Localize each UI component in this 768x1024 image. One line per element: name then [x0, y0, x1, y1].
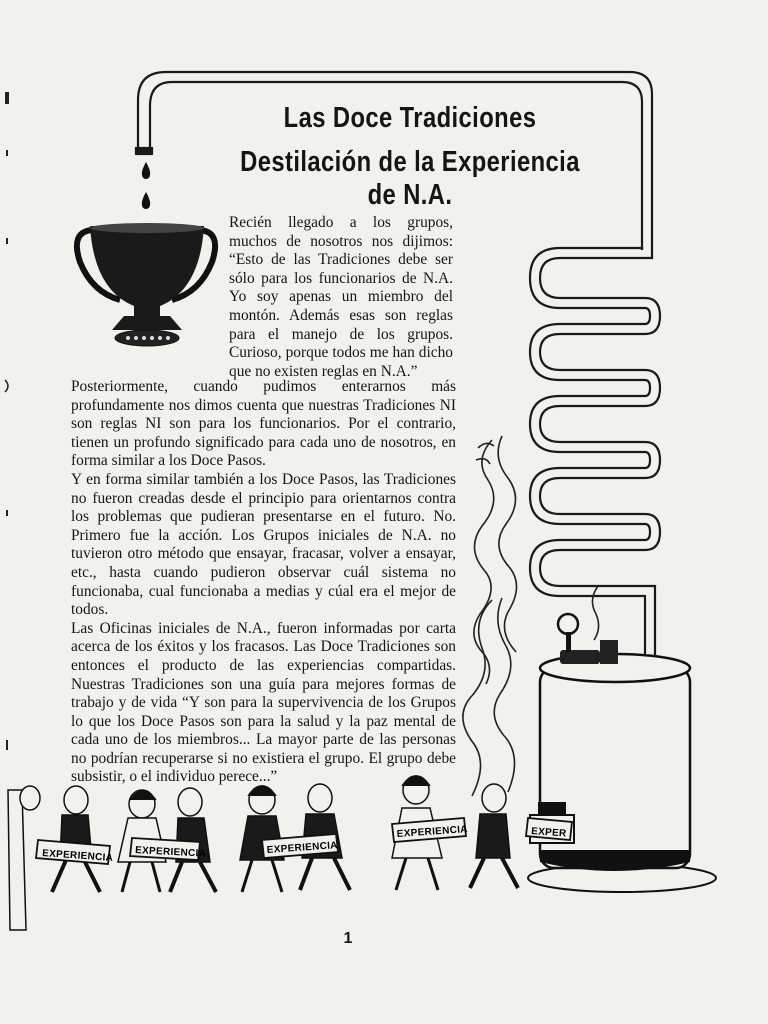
still-boiler [528, 614, 716, 892]
banner-5-label: EXPER [530, 826, 567, 840]
banner-5 [526, 818, 572, 840]
banner-2 [130, 838, 206, 860]
body-text-block [71, 378, 456, 787]
banner-1 [36, 840, 113, 864]
banner-3-label: EXPERIENCIA [266, 840, 339, 856]
banner-2-label: EXPERIENCIA [134, 845, 207, 860]
intro-paragraph: Recién llegado a los grupos, muchos de nosotros nos dijimos: “Esto de las Tradiciones debe ser sólo para los funcionarios de N.A. Yo soy apenas un miembro del montón. Además esas son reglas para el manejo de los grupos. Curioso, porque todos me han dicho que no existen reglas en N.A.” [229, 214, 453, 380]
scan-edge-marks [5, 92, 9, 750]
person-7 [470, 784, 518, 888]
trophy-cup-icon [77, 223, 215, 346]
body-paragraph-2: Y en forma similar también a los Doce Pasos, las Tradiciones no fueron creadas desde el principio para orientarnos contra los problemas que pudieran presentarse en el futuro. No. Primero fue la acción. Los Grupos iniciales de N.A. no tuvieron otro método que ensayar, fracasar, volver a ensayar, etc., hasta cuando pudieron observar cuál sistema no funcionaba, cual funcionaba a medias y cúal era el mejor de todos. [71, 470, 456, 619]
intro-text-block [229, 214, 453, 381]
banner-4-label: EXPERIENCIA [396, 824, 469, 840]
body-paragraph-1: Posteriormente, cuando pudimos enterarnos más profundamente nos dimos cuenta que nuestras Tradiciones NI son reglas NI son para los funcionarios. Por el contrario, tienen un profundo significado para cada uno de nosotros, en forma similar a los Doce Pasos. [71, 378, 456, 470]
page-subtitle: Destilación de la Experiencia de N.A. [240, 146, 580, 211]
drops [142, 162, 150, 209]
page-title: Las Doce Tradiciones [283, 102, 537, 134]
page-number: 1 [343, 930, 353, 947]
person-1 [52, 786, 100, 892]
body-paragraph-3: Las Oficinas iniciales de N.A., fueron informadas por carta acerca de los éxitos y los fracasos. Las Doce Tradiciones son entonces el producto de las experiencias compartidas. Nuestras Tradiciones son una guía para mejores formas de trabajo y de vida “Y son para la supervivencia de los Grupos lo que los Doce Pasos son para la salud y la paz mental de cada uno de los miembros... La mayor parte de las personas no podrían recuperarse si no existiera el grupo. El grupo debe subsistir, o el individuo perece...” [71, 619, 456, 786]
banner-1-label: EXPERIENCIA [41, 848, 114, 864]
